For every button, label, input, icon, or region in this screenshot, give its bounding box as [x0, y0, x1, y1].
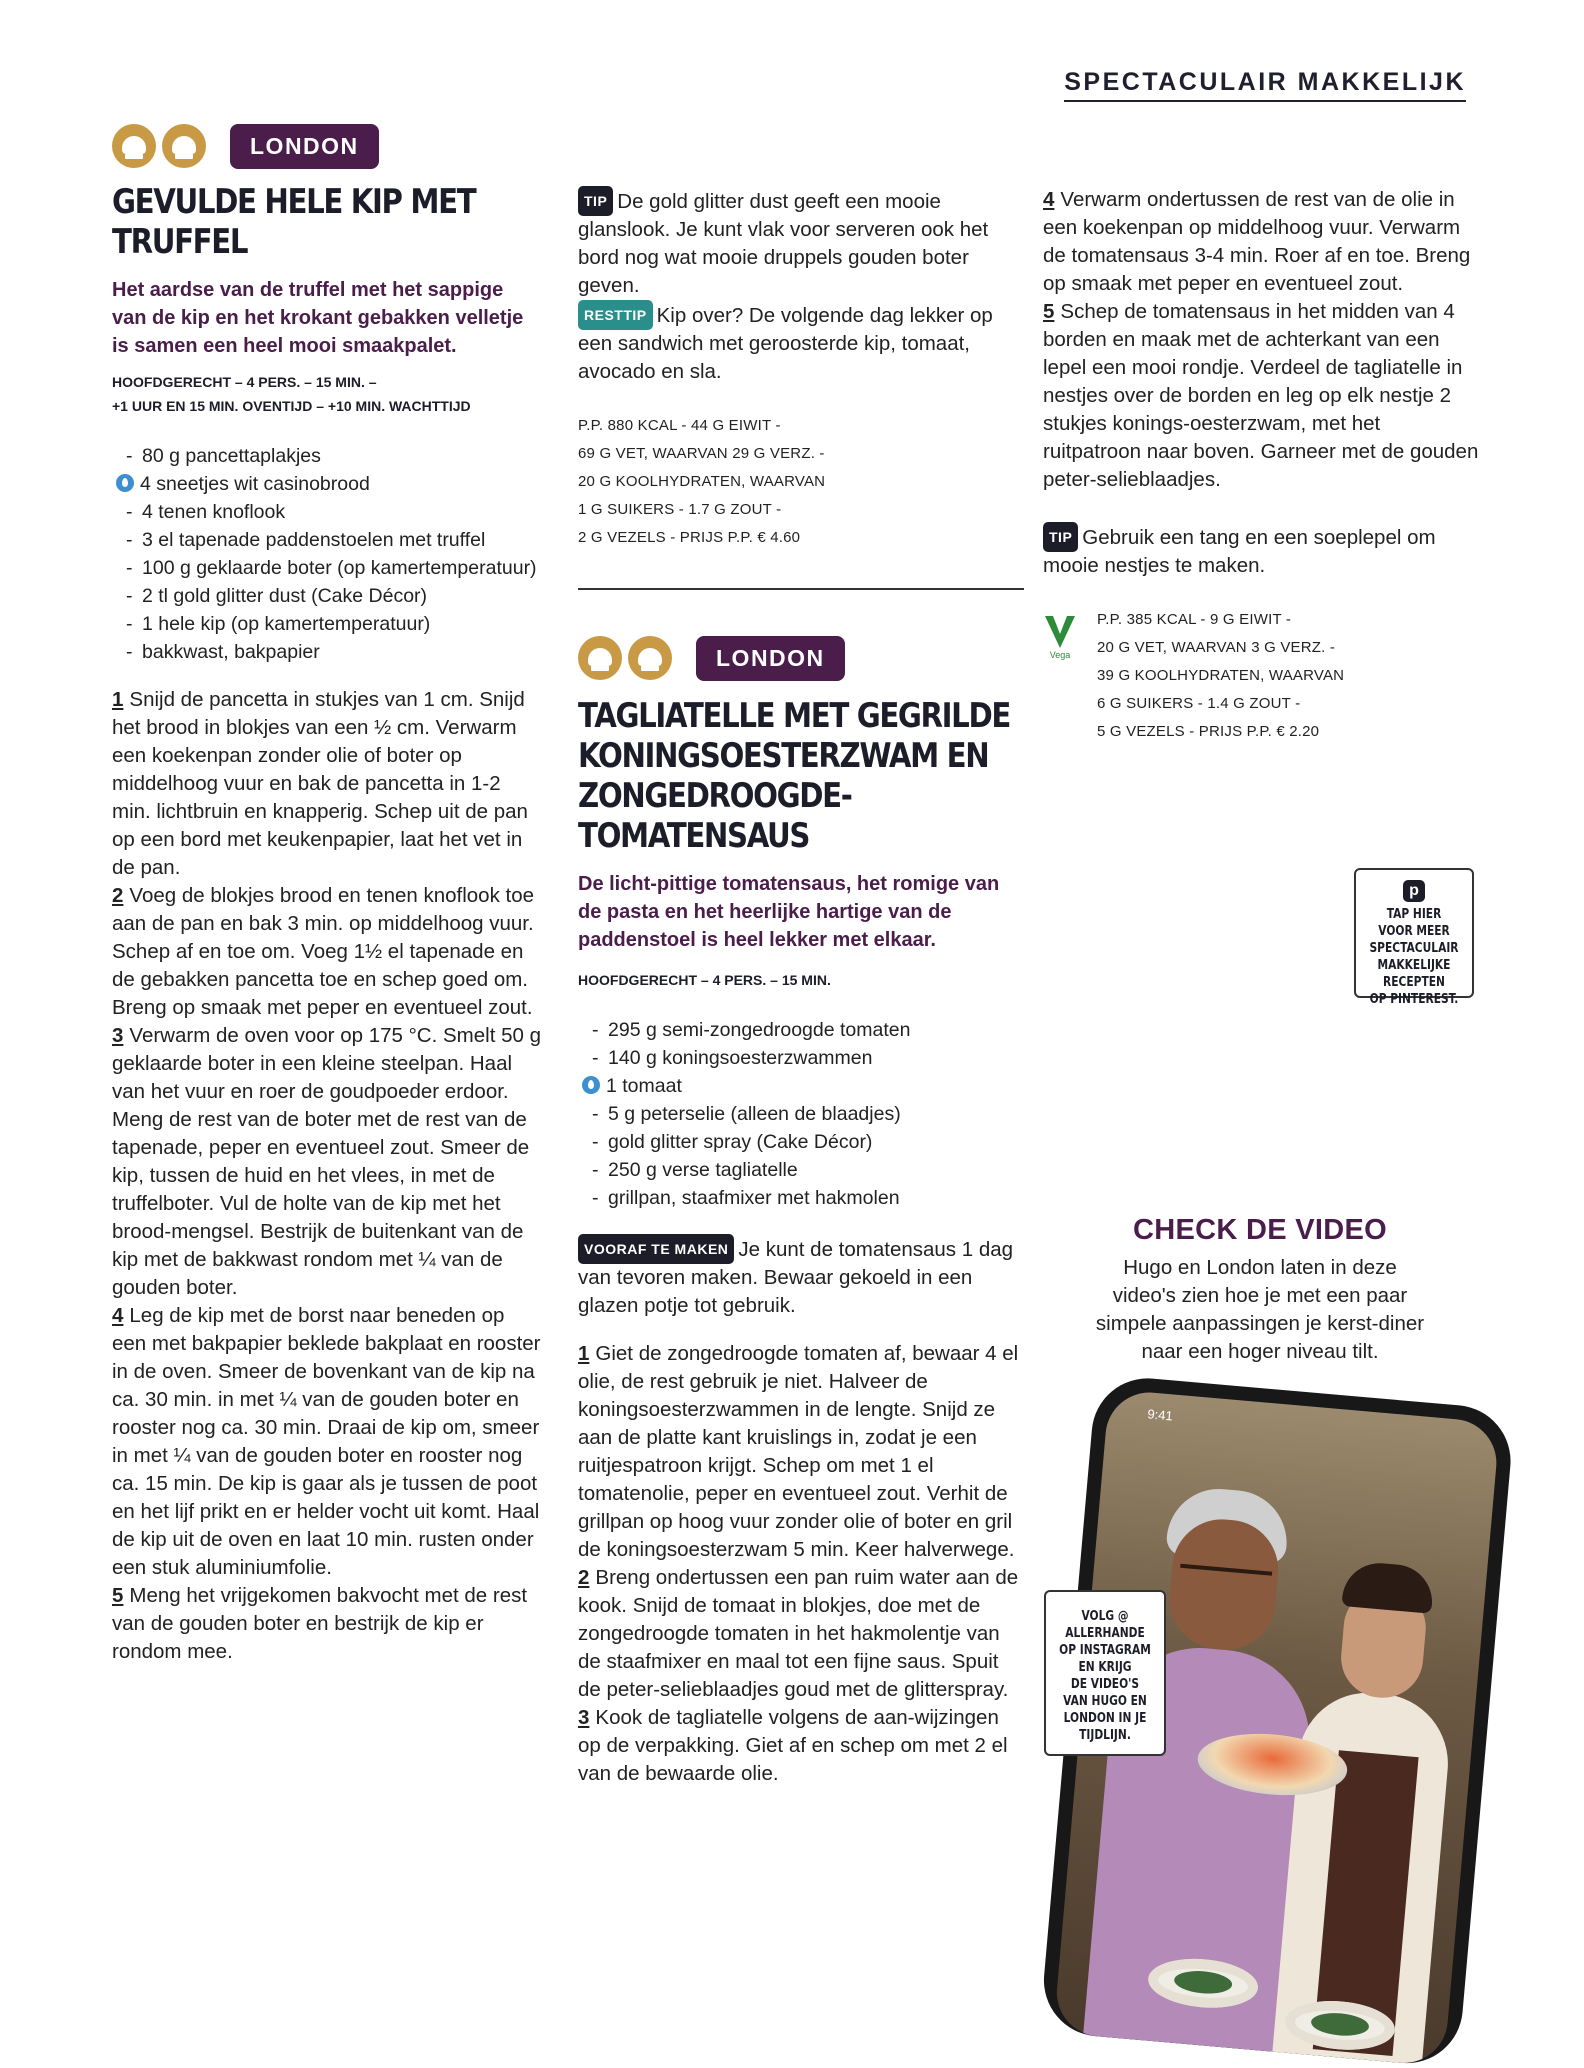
- ingredient-item: - 4 tenen knoflook: [126, 501, 286, 523]
- divider: [578, 588, 1024, 590]
- ingredient-list: [112, 442, 542, 666]
- step: 5 Meng het vrijgekomen bakvocht met de rest van de gouden boter en bestrijk de kip er rondom mee.: [112, 1584, 528, 1663]
- ingredient-item: - bakkwast, bakpapier: [126, 641, 320, 663]
- chef-badge: LONDON: [696, 636, 845, 681]
- recipe-2-badges: [578, 632, 1026, 684]
- ingredient-item: - grillpan, staafmixer met hakmolen: [592, 1187, 900, 1209]
- step: 2 Breng ondertussen een pan ruim water aan de kook. Snijd de tomaat in blokjes, doe met de zongedroogde tomaten in het hakmolentje van de staafmixer en maal tot een fijne saus. Spuit de peter-selieblaadjes goud met de glitterspray.: [578, 1566, 1019, 1701]
- video-description: Hugo en London laten in deze video's zien hoe je met een paar simpele aanpassingen je kerst-diner naar een hoger niveau tilt.: [1095, 1256, 1425, 1363]
- recipe-title: TAGLIATELLE MET GEGRILDE KONINGSOESTERZWAM EN ZONGEDROOGDE-TOMATENSAUS: [578, 696, 1010, 856]
- recipe-title: GEVULDE HELE KIP MET TRUFFEL: [112, 182, 476, 262]
- nutrition-info: P.P. 385 KCAL - 9 G EIWIT - 20 G VET, WAARVAN 3 G VERZ. - 39 G KOOLHYDRATEN, WAARVAN 6 G SUIKERS - 1.4 G ZOUT - 5 G VEZELS - PRIJS P.P. € 2.20: [1097, 611, 1345, 740]
- ingredient-item: - 1 hele kip (op kamertemperatuur): [126, 613, 431, 635]
- ingredient-item: - 80 g pancettaplakjes: [126, 445, 321, 467]
- water-drop-icon: [116, 474, 134, 492]
- ingredient-item: - 140 g koningsoesterzwammen: [592, 1047, 873, 1069]
- vega-icon: [1043, 612, 1077, 660]
- ingredient-item: - 295 g semi-zongedroogde tomaten: [592, 1019, 911, 1041]
- tip-tag: TIP: [578, 186, 613, 216]
- instagram-text: VOLG @ ALLERHANDE OP INSTAGRAM EN KRIJG DE VIDEO'S VAN HUGO EN LONDON IN JE TIJDLIJN.: [1059, 1609, 1151, 1743]
- nutrition-block: [1043, 606, 1483, 746]
- section-title: SPECTACULAIR MAKKELIJK: [1064, 68, 1466, 102]
- chef-hat-icon: [578, 636, 622, 680]
- tip: TIP De gold glitter dust geeft een mooie glanslook. Je kunt vlak voor serveren ook het bord nog wat mooie druppels gouden boter geven.: [578, 186, 1026, 300]
- recipe-steps: [578, 1340, 1026, 1788]
- meta-line: +1 UUR EN 15 MIN. OVENTIJD – +10 MIN. WACHTTIJD: [112, 398, 471, 414]
- ingredient-item: 1 tomaat: [592, 1072, 1026, 1100]
- ingredient-item: - 2 tl gold glitter dust (Cake Décor): [126, 585, 428, 607]
- vega-label: Vega: [1049, 650, 1071, 660]
- pinterest-callout[interactable]: [1354, 868, 1474, 1007]
- step: 2 Voeg de blokjes brood en tenen knoflook toe aan de pan en bak 3 min. op middelhoog vuur. Schep af en toe om. Voeg 1½ el tapenade en de gebakken pancetta toe en schep goed om. Breng op smaak met peper en eventueel zout.: [112, 884, 535, 1019]
- step: 1 Giet de zongedroogde tomaten af, bewaar 4 el olie, de rest gebruik je niet. Halveer de koningsoesterzwammen in de lengte. Snijd ze aan de platte kant kruislings in, zodat je een ruitjespatroon krijgt. Schep om met 1 el tomatenolie, peper en eventueel zout. Verhit de grillpan op hoog vuur zonder olie of boter en gril de koningsoesterzwam 5 min. Keer halverwege.: [578, 1342, 1019, 1561]
- recipe-intro: Het aardse van de truffel met het sappige van de kip en het krokant gebakken velletje is samen een heel mooi smaakpalet.: [112, 279, 524, 357]
- ingredient-item: - 250 g verse tagliatelle: [592, 1159, 798, 1181]
- pinterest-text: TAP HIER VOOR MEER SPECTACULAIR MAKKELIJKE RECEPTEN OP PINTEREST.: [1369, 907, 1459, 1007]
- instagram-callout[interactable]: [1044, 1590, 1166, 1756]
- ingredient-item: - 5 g peterselie (alleen de blaadjes): [592, 1103, 901, 1125]
- step: 5 Schep de tomatensaus in het midden van 4 borden en maak met de achterkant van een lepel een mooi rondje. Verdeel de tagliatelle in nestjes over de borden en leg op elk nestje 2 stukjes konings-oesterzwam, met het ruitpatroon naar boven. Garneer met de gouden peter-selieblaadjes.: [1043, 300, 1479, 491]
- ingredient-item: - 3 el tapenade paddenstoelen met truffel: [126, 529, 486, 551]
- status-time: 9:41: [1146, 1406, 1174, 1424]
- resttip: RESTTIP Kip over? De volgende dag lekker op een sandwich met geroosterde kip, tomaat, avocado en sla.: [578, 300, 1026, 386]
- chef-badge: LONDON: [230, 124, 379, 169]
- ingredient-item: 4 sneetjes wit casinobrood: [126, 470, 542, 498]
- column-3: [1043, 186, 1483, 746]
- ingredient-item: - gold glitter spray (Cake Décor): [592, 1131, 873, 1153]
- tip: TIP Gebruik een tang en een soeplepel om mooie nestjes te maken.: [1043, 522, 1483, 580]
- nutrition-info: P.P. 880 KCAL - 44 G EIWIT - 69 G VET, WAARVAN 29 G VERZ. - 20 G KOOLHYDRATEN, WAARVAN 1 G SUIKERS - 1.7 G ZOUT - 2 G VEZELS - PRIJS P.P. € 4.60: [578, 417, 826, 546]
- recipe-steps: [112, 686, 542, 1666]
- chef-hat-icon: [628, 636, 672, 680]
- step: 1 Snijd de pancetta in stukjes van 1 cm. Snijd het brood in blokjes van een ½ cm. Verwarm een koekenpan zonder olie of boter op middelhoog vuur en bak de pancetta in 1-2 min. lichtbruin en knapperig. Schep uit de pan op een bord met keukenpapier, laat het vet in de pan.: [112, 688, 528, 879]
- recipe-intro: De licht-pittige tomatensaus, het romige van de pasta en het heerlijke hartige van de paddenstoel is heel lekker met elkaar.: [578, 873, 1000, 951]
- ingredient-list: [578, 1016, 1026, 1212]
- video-title: CHECK DE VIDEO: [1133, 1214, 1387, 1246]
- chef-hat-icon: [112, 124, 156, 168]
- recipe-1-badges: [112, 120, 542, 172]
- tip-tag: TIP: [1043, 522, 1078, 552]
- recipe-meta: [112, 370, 542, 418]
- recipe-meta: HOOFDGERECHT – 4 PERS. – 15 MIN.: [578, 972, 831, 988]
- meta-line: HOOFDGERECHT – 4 PERS. – 15 MIN. –: [112, 374, 377, 390]
- vooraf-tag: VOORAF TE MAKEN: [578, 1234, 734, 1264]
- pinterest-icon: p: [1403, 880, 1425, 902]
- column-2: [578, 186, 1026, 1788]
- water-drop-icon: [582, 1076, 600, 1094]
- step: 3 Kook de tagliatelle volgens de aan-wijzingen op de verpakking. Giet af en schep om met 2 el van de bewaarde olie.: [578, 1706, 1008, 1785]
- ingredient-item: - 100 g geklaarde boter (op kamertemperatuur): [126, 557, 537, 579]
- step: 4 Leg de kip met de borst naar beneden op een met bakpapier beklede bakplaat en rooster in de oven. Smeer de bovenkant van de kip na ca. 30 min. in met ¼ van de gouden boter en rooster nog ca. 30 min. Draai de kip om, smeer in met ¼ van de gouden boter en rooster nog ca. 15 min. De kip is gaar als je tussen de poot en het lijf prikt en er helder vocht uit komt. Haal de kip uit de oven en laat 10 min. rusten onder een stuk aluminiumfolie.: [112, 1304, 541, 1579]
- vooraf-tip: VOORAF TE MAKEN Je kunt de tomatensaus 1 dag van tevoren maken. Bewaar gekoeld in een glazen potje tot gebruik.: [578, 1234, 1026, 1320]
- step: 4 Verwarm ondertussen de rest van de olie in een koekenpan op middelhoog vuur. Verwarm de tomatensaus 3-4 min. Roer af en toe. Breng op smaak met peper en eventueel zout.: [1043, 188, 1471, 295]
- resttip-tag: RESTTIP: [578, 300, 653, 330]
- step: 3 Verwarm de oven voor op 175 °C. Smelt 50 g geklaarde boter in een kleine steelpan. Haal van het vuur en roer de goudpoeder erdoor. Meng de rest van de boter met de rest van de tapenade, peper en eventueel zout. Smeer de kip, tussen de huid en het vlees, in met de truffelboter. Vul de holte van de kip met het brood-mengsel. Bestrijk de buitenkant van de kip met de bakkwast rondom met ¼ van de gouden boter.: [112, 1024, 541, 1299]
- chef-hat-icon: [162, 124, 206, 168]
- recipe-1: [112, 120, 542, 1666]
- recipe-steps: [1043, 186, 1483, 494]
